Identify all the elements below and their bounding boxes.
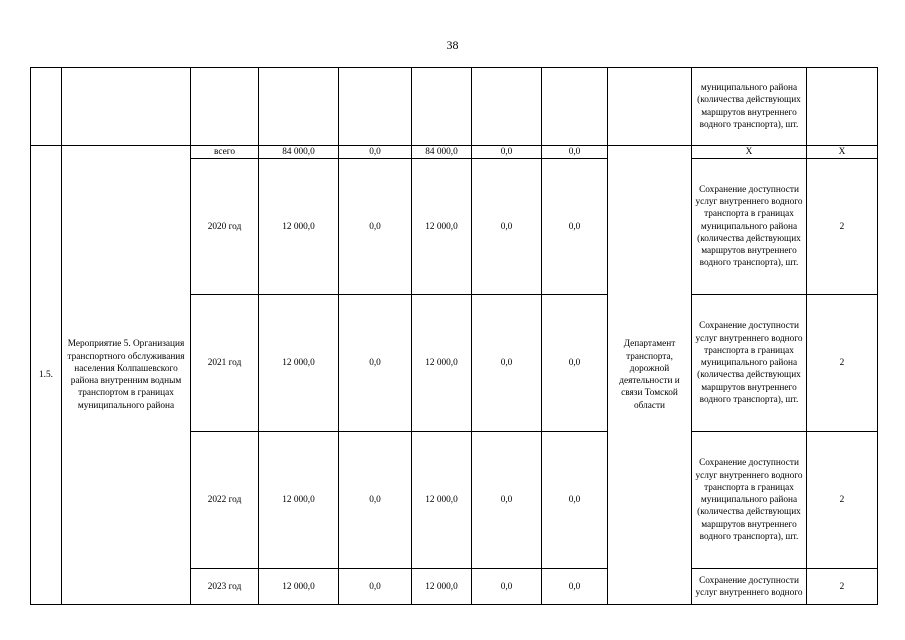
indicator-cell: Сохранение доступности услуг внутреннего водного транспорта в границах муниципального района (количества действующих маршрутов внутреннего водного транспорта), шт.	[692, 159, 807, 295]
amount-federal: 0,0	[339, 432, 412, 569]
amount-regional: 12 000,0	[412, 295, 472, 432]
amount-federal: 0,0	[339, 159, 412, 295]
amount-regional: 12 000,0	[412, 159, 472, 295]
amount-regional: 84 000,0	[412, 146, 472, 159]
period-label: 2020 год	[191, 159, 259, 295]
table-row-total	[31, 146, 878, 159]
amount-local: 0,0	[472, 159, 542, 295]
amount-local: 0,0	[472, 432, 542, 569]
period-label: 2023 год	[191, 569, 259, 605]
amount-regional: 12 000,0	[412, 432, 472, 569]
amount-local: 0,0	[472, 569, 542, 605]
amount-total: 12 000,0	[259, 295, 339, 432]
indicator-value: 2	[807, 432, 878, 569]
indicator-cell: муниципального района (количества действующих маршрутов внутреннего водного транспорта), шт.	[692, 68, 807, 146]
indicator-cell: Сохранение доступности услуг внутреннего водного транспорта в границах муниципального района (количества действующих маршрутов внутреннего водного транспорта), шт.	[692, 432, 807, 569]
amount-extra: 0,0	[542, 146, 608, 159]
amount-extra: 0,0	[542, 295, 608, 432]
period-label: 2022 год	[191, 432, 259, 569]
page-number: 38	[446, 38, 459, 52]
table-row	[31, 68, 878, 146]
amount-federal: 0,0	[339, 146, 412, 159]
period-label: 2021 год	[191, 295, 259, 432]
indicator-value: 2	[807, 295, 878, 432]
amount-total: 12 000,0	[259, 569, 339, 605]
item-number: 1.5.	[31, 146, 62, 605]
amount-total: 84 000,0	[259, 146, 339, 159]
executor-cell: Департамент транспорта, дорожной деятельности и связи Томской области	[608, 146, 692, 605]
amount-federal: 0,0	[339, 569, 412, 605]
amount-regional: 12 000,0	[412, 569, 472, 605]
amount-federal: 0,0	[339, 295, 412, 432]
indicator-cell: Х	[692, 146, 807, 159]
indicator-cell: Сохранение доступности услуг внутреннего водного транспорта в границах муниципального района (количества действующих маршрутов внутреннего водного транспорта), шт.	[692, 295, 807, 432]
amount-total: 12 000,0	[259, 159, 339, 295]
amount-local: 0,0	[472, 295, 542, 432]
amount-extra: 0,0	[542, 432, 608, 569]
program-table	[30, 67, 878, 605]
indicator-value: Х	[807, 146, 878, 159]
amount-local: 0,0	[472, 146, 542, 159]
indicator-value: 2	[807, 159, 878, 295]
indicator-cell: Сохранение доступности услуг внутреннего водного	[692, 569, 807, 605]
amount-total: 12 000,0	[259, 432, 339, 569]
indicator-value: 2	[807, 569, 878, 605]
amount-extra: 0,0	[542, 159, 608, 295]
item-title: Мероприятие 5. Организация транспортного обслуживания населения Колпашевского района внутренним водным транспортом в границах муниципального района	[62, 146, 191, 605]
period-label: всего	[191, 146, 259, 159]
amount-extra: 0,0	[542, 569, 608, 605]
